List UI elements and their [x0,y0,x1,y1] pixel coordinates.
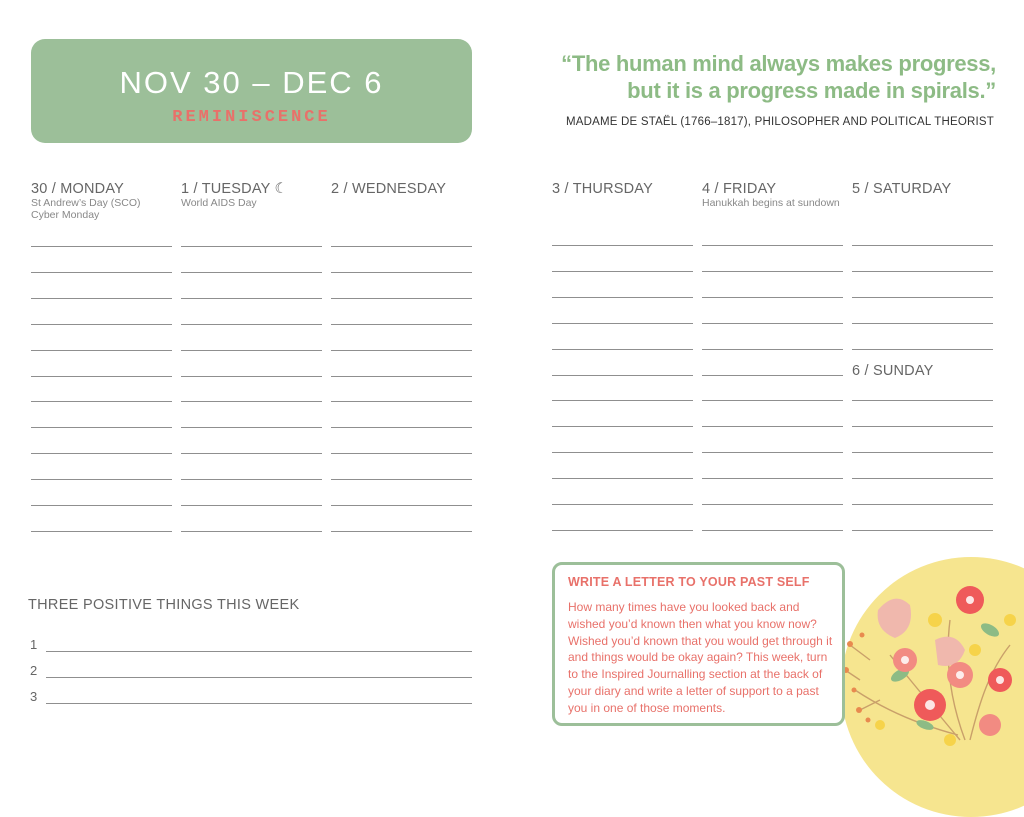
positive-things-title: THREE POSITIVE THINGS THIS WEEK [28,597,300,613]
writing-line[interactable] [852,400,993,401]
writing-line[interactable] [702,478,843,479]
positive-number: 1 [30,637,38,652]
writing-line[interactable] [181,453,322,454]
writing-line[interactable] [331,298,472,299]
writing-line[interactable] [552,504,693,505]
writing-line[interactable] [552,452,693,453]
writing-line[interactable] [552,323,693,324]
writing-line[interactable] [552,478,693,479]
writing-line[interactable] [181,272,322,273]
day-tuesday [181,181,322,209]
writing-line[interactable] [702,323,843,324]
writing-line[interactable] [552,400,693,401]
writing-line[interactable] [702,400,843,401]
day-sunday [852,363,993,379]
writing-line[interactable] [181,324,322,325]
writing-line[interactable] [852,271,993,272]
writing-line[interactable] [31,453,172,454]
writing-line[interactable] [852,530,993,531]
letter-prompt-box [552,562,845,726]
letter-prompt-body: How many times have you looked back and wished you’d known then what you know now? Wished you’d known that you would get through it and things would be okay again? This week, turn to the Inspired Journalling section at the back of your diary and write a letter of support to a past you in one of those moments. [568,600,833,715]
positive-number: 2 [30,663,38,678]
writing-line[interactable] [331,350,472,351]
quote-line-1: “The human mind always makes progress, [561,51,996,76]
writing-line[interactable] [852,245,993,246]
writing-line[interactable] [181,427,322,428]
writing-line[interactable] [31,427,172,428]
day-friday [702,181,843,209]
writing-line[interactable] [702,245,843,246]
writing-line[interactable] [31,324,172,325]
writing-line[interactable] [181,401,322,402]
writing-line[interactable] [852,297,993,298]
writing-line[interactable] [852,504,993,505]
writing-line[interactable] [331,479,472,480]
day-monday [31,181,172,221]
writing-line[interactable] [552,245,693,246]
flower-bouquet-illustration [840,560,1024,758]
writing-line[interactable] [852,452,993,453]
positive-number: 3 [30,689,38,704]
writing-line[interactable] [702,504,843,505]
quote-line-2: but it is a progress made in spirals.” [627,78,996,103]
writing-line[interactable] [181,531,322,532]
writing-line[interactable] [31,376,172,377]
day-note: St Andrew’s Day (SCO) [31,197,141,209]
writing-line[interactable] [552,349,693,350]
writing-line[interactable] [31,479,172,480]
writing-line[interactable] [702,530,843,531]
week-header [31,39,472,143]
quote-author: MADAME DE STAËL (1766–1817), PHILOSOPHER AND POLITICAL THEORIST [565,116,994,128]
writing-line[interactable] [181,479,322,480]
writing-line[interactable] [852,426,993,427]
writing-line[interactable] [702,375,843,376]
day-thursday [552,181,693,197]
writing-line[interactable] [31,350,172,351]
writing-line[interactable] [31,531,172,532]
writing-line[interactable] [702,349,843,350]
day-note: Hanukkah begins at sundown [702,197,840,209]
week-theme: REMINISCENCE [172,108,331,127]
day-title: 4 / FRIDAY [702,181,777,197]
day-note: World AIDS Day [181,197,257,209]
writing-line[interactable] [31,505,172,506]
writing-line[interactable] [852,478,993,479]
writing-line[interactable] [331,376,472,377]
writing-line[interactable] [31,246,172,247]
writing-line[interactable] [331,401,472,402]
letter-prompt-title: WRITE A LETTER TO YOUR PAST SELF [568,575,810,589]
writing-line[interactable] [181,350,322,351]
writing-line[interactable] [702,426,843,427]
writing-line[interactable] [552,530,693,531]
day-title: 2 / WEDNESDAY [331,181,447,197]
writing-line[interactable] [552,426,693,427]
writing-line[interactable] [331,272,472,273]
writing-line[interactable] [331,324,472,325]
writing-line[interactable] [852,323,993,324]
writing-line[interactable] [31,401,172,402]
day-title: 5 / SATURDAY [852,181,952,197]
writing-line[interactable] [702,271,843,272]
writing-line[interactable] [181,298,322,299]
writing-line[interactable] [702,297,843,298]
writing-line[interactable] [331,505,472,506]
writing-line[interactable] [552,375,693,376]
positive-line[interactable] [46,651,472,652]
week-date-range: NOV 30 – DEC 6 [119,65,384,100]
positive-line[interactable] [46,703,472,704]
writing-line[interactable] [31,298,172,299]
writing-line[interactable] [331,453,472,454]
day-title: 6 / SUNDAY [852,363,934,379]
writing-line[interactable] [181,246,322,247]
day-title: 3 / THURSDAY [552,181,653,197]
writing-line[interactable] [552,297,693,298]
writing-line[interactable] [331,427,472,428]
writing-line[interactable] [852,349,993,350]
day-saturday [852,181,993,197]
day-note: Cyber Monday [31,209,100,221]
writing-line[interactable] [702,452,843,453]
writing-line[interactable] [331,531,472,532]
writing-line[interactable] [31,272,172,273]
quote [561,50,996,104]
day-title: 30 / MONDAY [31,181,124,197]
day-title: 1 / TUESDAY ☾ [181,181,288,197]
positive-line[interactable] [46,677,472,678]
day-wednesday [331,181,472,197]
writing-line[interactable] [552,271,693,272]
writing-line[interactable] [181,505,322,506]
writing-line[interactable] [331,246,472,247]
writing-line[interactable] [181,376,322,377]
